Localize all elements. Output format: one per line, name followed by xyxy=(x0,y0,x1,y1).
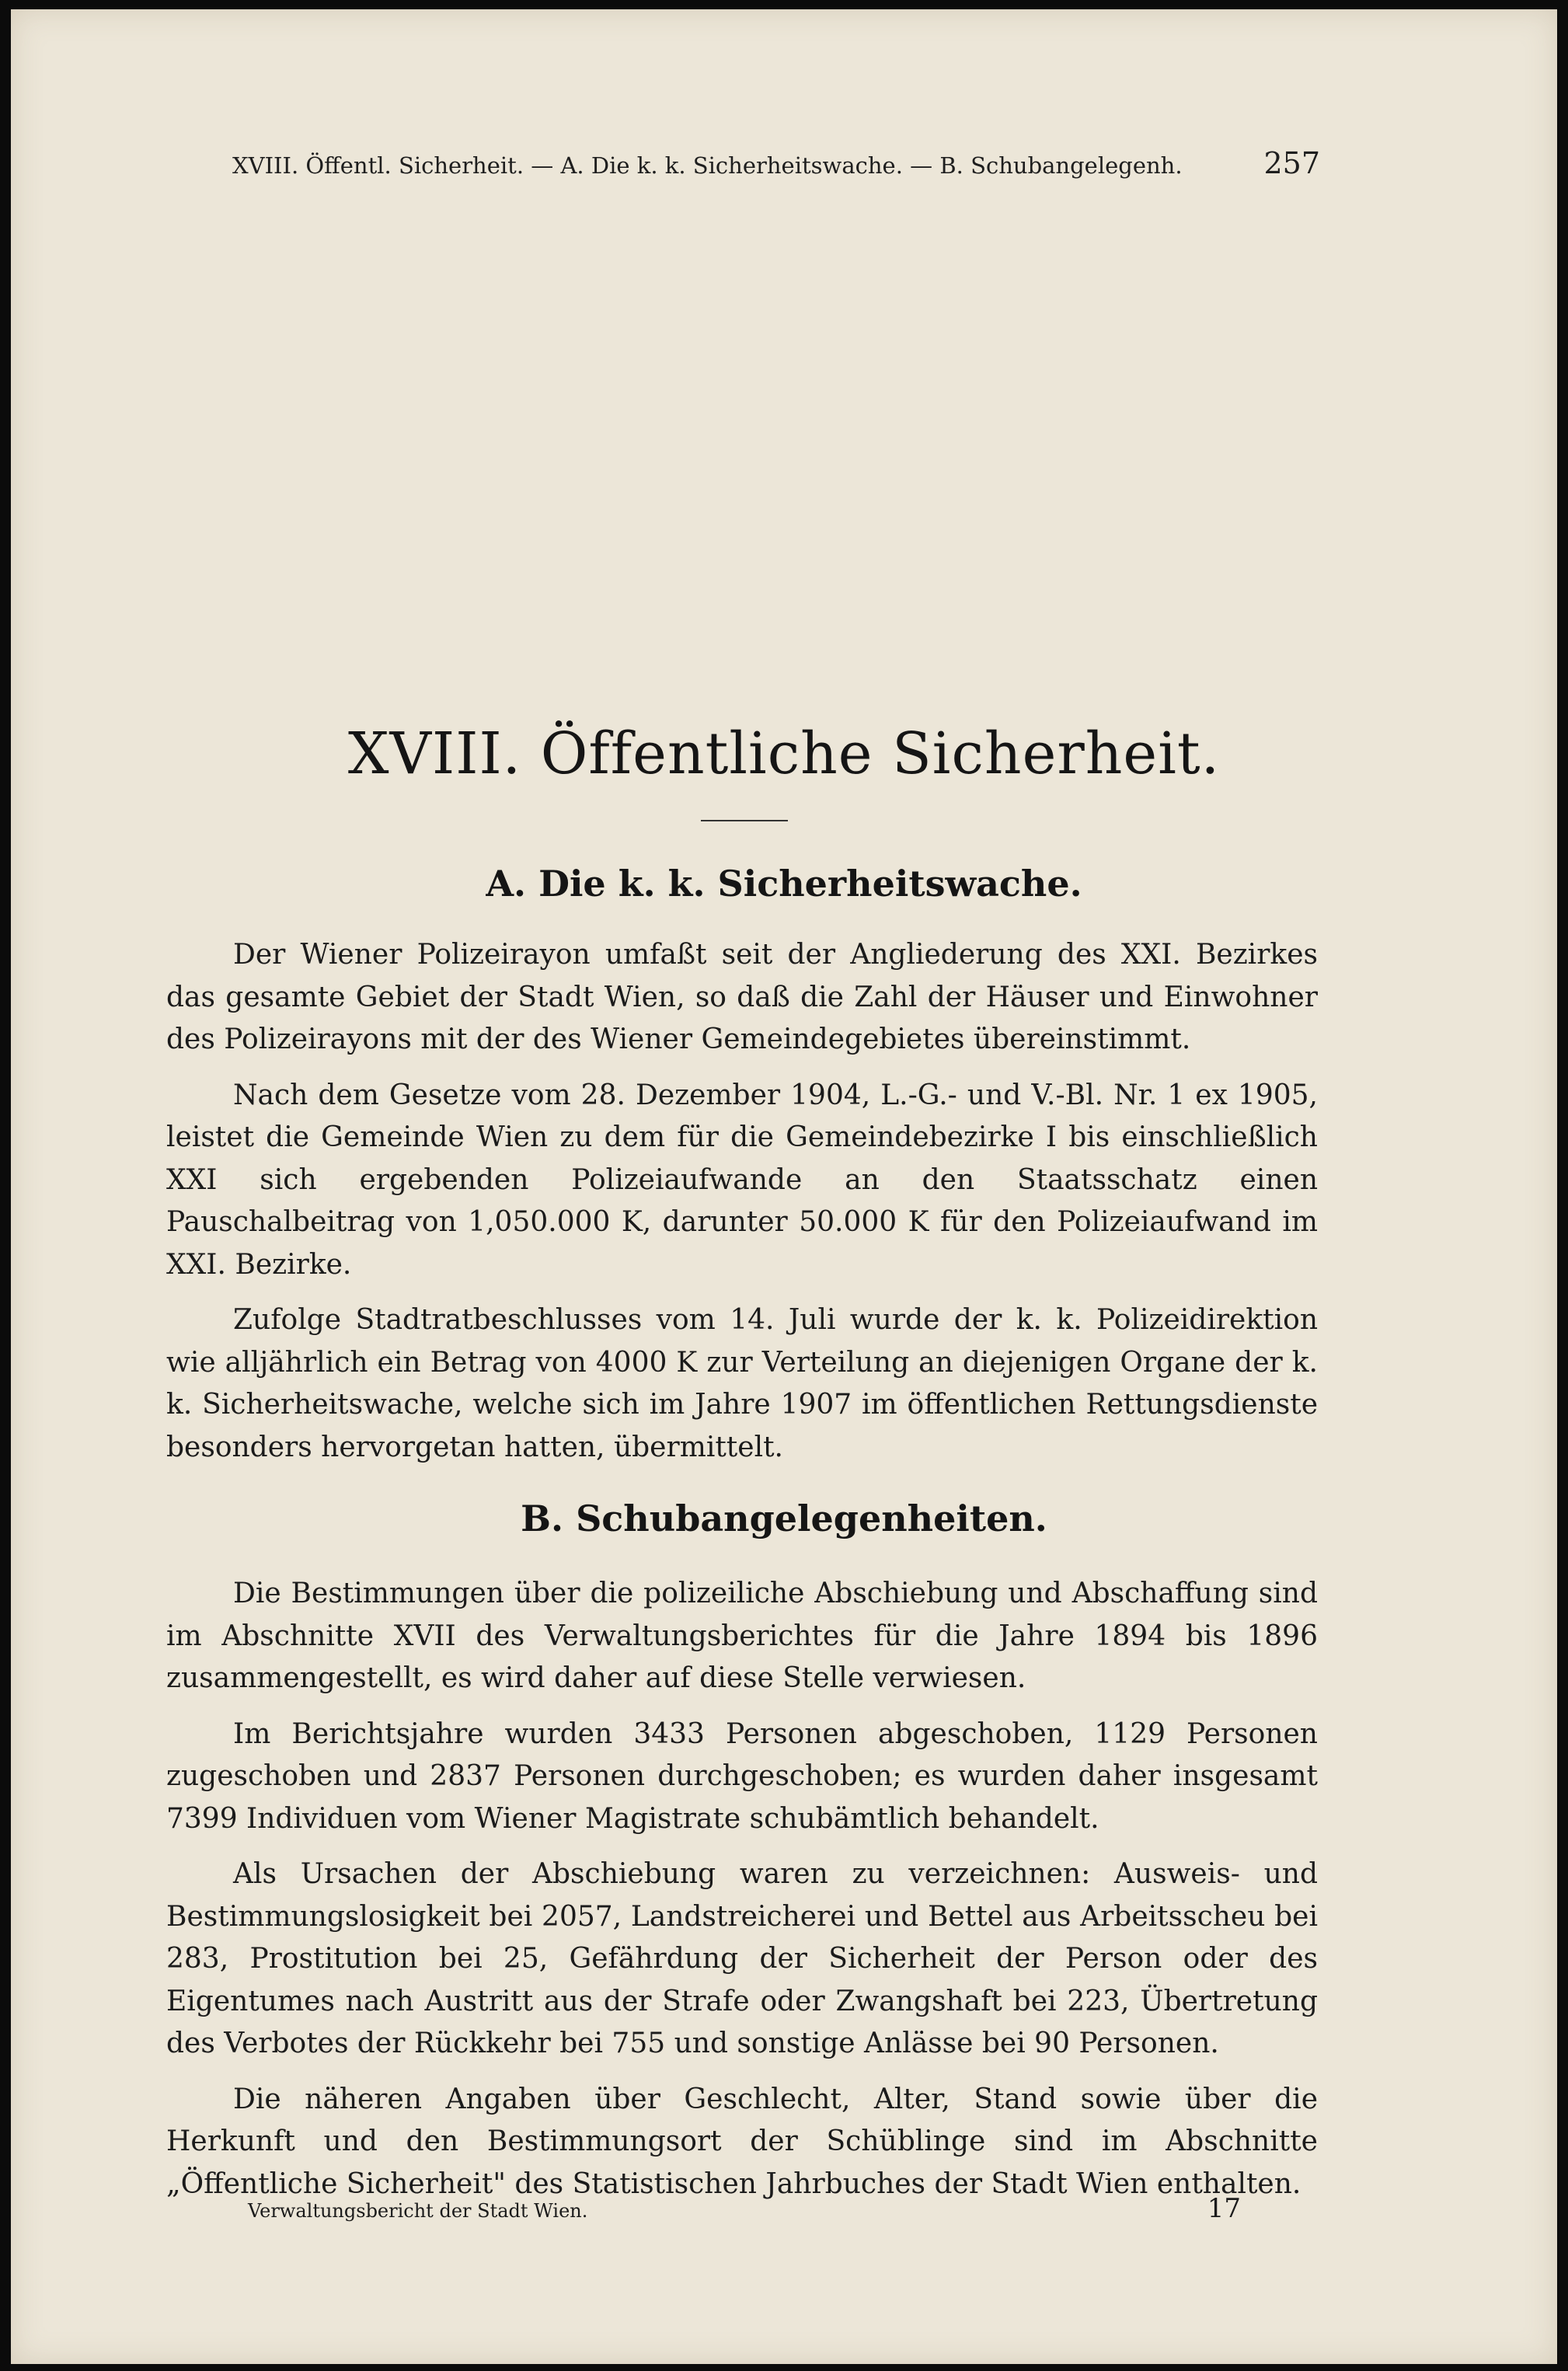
page-footer xyxy=(248,2193,1320,2224)
running-title: XVIII. Öffentl. Sicherheit. — A. Die k. k. Sicherheitswache. — B. Schubangelegenh. xyxy=(232,152,1183,179)
paragraph: Die näheren Angaben über Geschlecht, Alter, Stand sowie über die Herkunft und den Bestimmungsort der Schüblinge sind im Abschnitte „Öffentliche Sicherheit" des Statistischen Jahrbuches der Stadt Wien enthalten. xyxy=(166,2083,1318,2200)
section-a-body xyxy=(166,934,1318,1482)
chapter-title: XVIII. Öffentliche Sicherheit. xyxy=(347,720,1221,787)
paragraph: Zufolge Stadtratbeschlusses vom 14. Juli wurde der k. k. Polizeidirektion wie alljährlich ein Betrag von 4000 K zur Verteilung an diejenigen Organe der k. k. Sicherheitswache, welche sich im Jahre 1907 im öffentlichen Rettungsdienste besonders hervorgetan hatten, übermittelt. xyxy=(166,1304,1318,1463)
document-page xyxy=(11,9,1557,2364)
title-divider xyxy=(701,820,788,821)
section-a-heading: A. Die k. k. Sicherheitswache. xyxy=(486,863,1082,905)
section-b-body xyxy=(166,1573,1318,2219)
footer-source: Verwaltungsbericht der Stadt Wien. xyxy=(248,2200,588,2222)
page-number: 257 xyxy=(1263,146,1320,180)
signature-mark: 17 xyxy=(1207,2193,1241,2224)
paragraph: Nach dem Gesetze vom 28. Dezember 1904, L.-G.- und V.-Bl. Nr. 1 ex 1905, leistet die Gemeinde Wien zu dem für die Gemeindebezirke I bis einschließlich XXI sich ergebenden Polizeiaufwande an den Staatsschatz einen Pauschalbeitrag von 1,050.000 K, darunter 50.000 K für den Polizeiaufwand im XXI. Bezirke. xyxy=(166,1079,1318,1281)
running-header xyxy=(232,146,1320,180)
paragraph: Die Bestimmungen über die polizeiliche Abschiebung und Abschaffung sind im Abschnitte XVII des Verwaltungsberichtes für die Jahre 1894 bis 1896 zusammengestellt, es wird daher auf diese Stelle verwiesen. xyxy=(166,1578,1318,1694)
section-b-heading: B. Schubangelegenheiten. xyxy=(521,1498,1047,1539)
paragraph: Der Wiener Polizeirayon umfaßt seit der Angliederung des XXI. Bezirkes das gesamte Gebiet der Stadt Wien, so daß die Zahl der Häuser und Einwohner des Polizeirayons mit der des Wiener Gemeindegebietes übereinstimmt. xyxy=(166,939,1318,1055)
paragraph: Im Berichtsjahre wurden 3433 Personen abgeschoben, 1129 Personen zugeschoben und 2837 Personen durchgeschoben; es wurden daher insgesamt 7399 Individuen vom Wiener Magistrate schubämtlich behandelt. xyxy=(166,1717,1318,1835)
paragraph: Als Ursachen der Abschiebung waren zu verzeichnen: Ausweis- und Bestimmungslosigkeit bei 2057, Landstreicherei und Bettel aus Arbeitsscheu bei 283, Prostitution bei 25, Gefährdung der Sicherheit der Person oder des Eigentumes nach Austritt aus der Strafe oder Zwangshaft bei 223, Übertretung des Verbotes der Rückkehr bei 755 und sonstige Anlässe bei 90 Personen. xyxy=(166,1858,1318,2059)
